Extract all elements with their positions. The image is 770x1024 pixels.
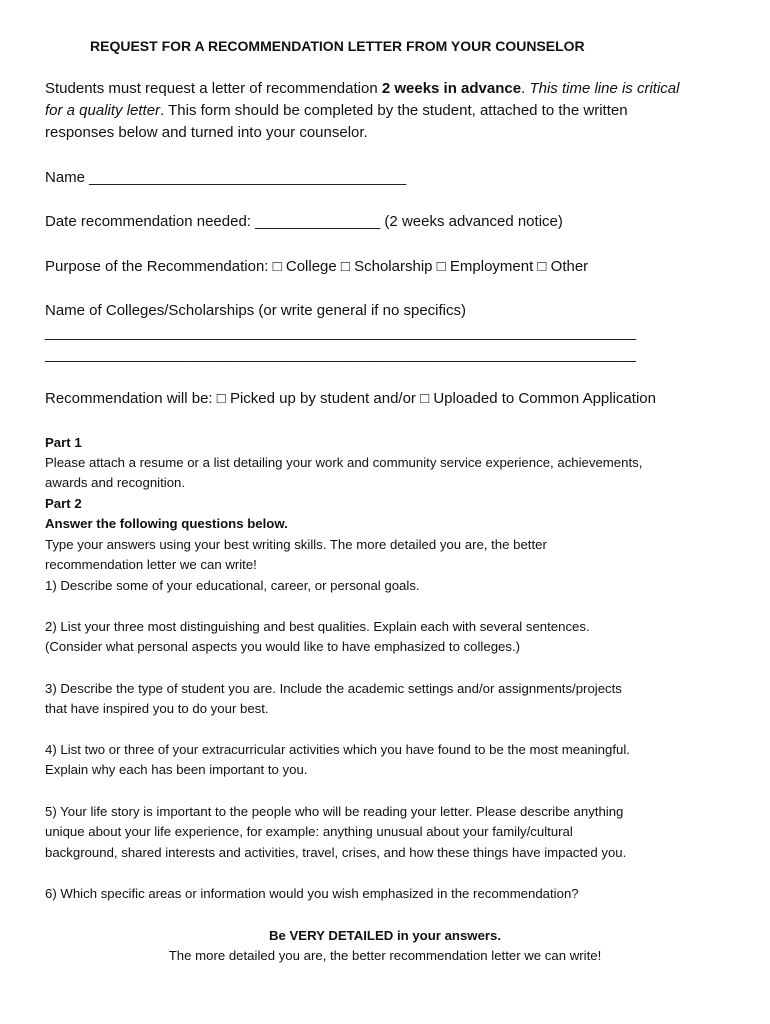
intro-line-1 [45,80,679,97]
colleges-line-2[interactable]: _________________________________________________________________________ [45,346,636,363]
page-title: REQUEST FOR A RECOMMENDATION LETTER FROM YOUR COUNSELOR [90,38,585,54]
name-field[interactable]: Name ______________________________________ [45,169,407,186]
question-3-line-1: 3) Describe the type of student you are. Include the academic settings and/or assignments/projects [45,681,622,696]
closing-emphasis: Be VERY DETAILED in your answers. [268,928,502,943]
part2-intro-1: Type your answers using your best writing skills. The more detailed you are, the better [45,537,547,552]
closing-line: The more detailed you are, the better recommendation letter we can write! [168,948,602,963]
delivery-field[interactable]: Recommendation will be: □ Picked up by student and/or □ Uploaded to Common Application [45,390,656,407]
intro-emphasis-cont: for a quality letter [45,102,161,119]
part1-heading: Part 1 [45,435,82,450]
question-4-line-1: 4) List two or three of your extracurricular activities which you have found to be the most meaningful. [45,742,630,757]
question-4-line-2: Explain why each has been important to you. [45,762,308,777]
intro-deadline: 2 weeks in advance [381,80,522,97]
question-5-line-2: unique about your life experience, for example: anything unusual about your family/cultural [45,824,573,839]
intro-text: Students must request a letter of recommendation [45,80,382,97]
part1-line-2: awards and recognition. [45,475,186,490]
question-5-line-3: background, shared interests and activities, travel, crises, and how these things have impacted you. [45,845,627,860]
question-5-line-1: 5) Your life story is important to the people who will be reading your letter. Please describe anything [45,804,624,819]
intro-text-cont: . This form should be completed by the student, attached to the written [160,102,628,119]
question-6: 6) Which specific areas or information would you wish emphasized in the recommendation? [45,886,579,901]
question-1: 1) Describe some of your educational, career, or personal goals. [45,578,420,593]
question-3-line-2: that have inspired you to do your best. [45,701,269,716]
part1-line-1: Please attach a resume or a list detailing your work and community service experience, achievements, [45,455,643,470]
part2-intro-2: recommendation letter we can write! [45,557,257,572]
intro-dot: . [521,80,530,97]
purpose-field[interactable]: Purpose of the Recommendation: □ College □ Scholarship □ Employment □ Other [45,258,589,275]
intro-emphasis: This time line is critical [529,80,680,97]
colleges-line-1[interactable]: _________________________________________________________________________ [45,324,636,341]
part2-heading: Part 2 [45,496,82,511]
question-2-line-1: 2) List your three most distinguishing and best qualities. Explain each with several sentences. [45,619,590,634]
intro-line-2 [45,102,628,119]
date-needed-field[interactable]: Date recommendation needed: _______________ (2 weeks advanced notice) [45,213,563,230]
colleges-label: Name of Colleges/Scholarships (or write general if no specifics) [45,302,467,319]
intro-line-3: responses below and turned into your counselor. [45,124,368,141]
question-2-line-2: (Consider what personal aspects you would like to have emphasized to colleges.) [45,639,521,654]
part2-subheading: Answer the following questions below. [45,516,288,531]
